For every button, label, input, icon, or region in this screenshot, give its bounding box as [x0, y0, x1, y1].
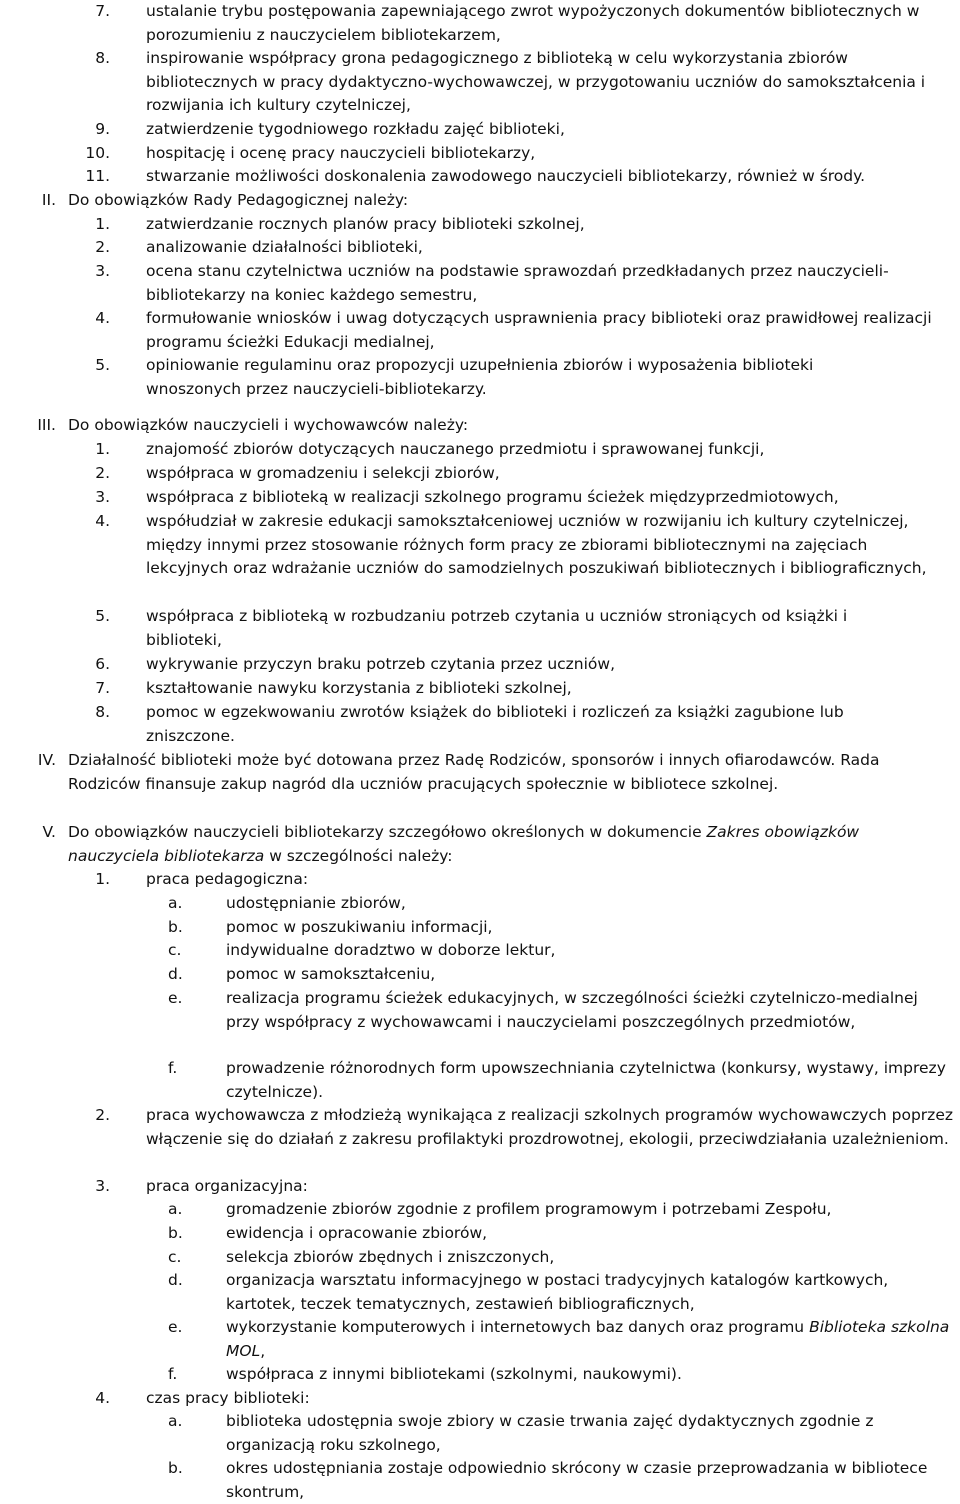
sub-item-letter: d. — [168, 1271, 183, 1289]
section-heading-text: Do obowiązków nauczycieli i wychowawców należy: — [68, 416, 469, 434]
sub-item-letter: f. — [168, 1059, 178, 1077]
sub-item-letter: b. — [168, 1459, 183, 1477]
sub-item-text: indywidualne doradztwo w doborze lektur, — [226, 941, 556, 959]
item-number: 2. — [95, 1106, 110, 1124]
item-number: 4. — [95, 1389, 110, 1407]
sub-item-letter: f. — [168, 1365, 178, 1383]
item-text: współpraca z biblioteką w realizacji szkolnego programu ścieżek międzyprzedmiotowych, — [146, 488, 839, 506]
item-number: 1. — [95, 215, 110, 233]
item-text: formułowanie wniosków i uwag dotyczących usprawnienia pracy biblioteki oraz prawidłowej realizacji programu ścieżki Edukacji medialnej, — [146, 309, 932, 351]
section-heading-text: Do obowiązków Rady Pedagogicznej należy: — [68, 191, 409, 209]
item-text: praca organizacyjna: — [146, 1177, 308, 1195]
item-number: 3. — [95, 488, 110, 506]
section-number: V. — [42, 823, 56, 841]
item-number: 8. — [95, 703, 110, 721]
sub-item-text-part: wykorzystanie komputerowych i internetowych baz danych oraz programu — [226, 1318, 805, 1336]
sub-item-letter: a. — [168, 1412, 183, 1430]
item-text: ustalanie trybu postępowania zapewniającego zwrot wypożyczonych dokumentów bibliotecznych w porozumieniu z nauczycielem bibliotekarzem, — [146, 2, 920, 44]
section-number: IV. — [37, 751, 56, 769]
section-number: III. — [37, 416, 56, 434]
section-number: II. — [41, 191, 56, 209]
sub-item-text: współpraca z innymi bibliotekami (szkolnymi, naukowymi). — [226, 1365, 682, 1383]
sub-item-text: realizacja programu ścieżek edukacyjnych, w szczególności ścieżki czytelniczo-medialnej przy współpracy z wychowawcami i nauczycielami poszczególnych przedmiotów, — [226, 989, 918, 1031]
item-text: praca wychowawcza z młodzieżą wynikająca z realizacji szkolnych programów wychowawczych poprzez włączenie się do działań z zakresu profilaktyki prozdrowotnej, ekologii, przeciwdziałania uzależnieniom. — [146, 1106, 953, 1148]
item-text: hospitację i ocenę pracy nauczycieli bibliotekarzy, — [146, 144, 536, 162]
item-text: czas pracy biblioteki: — [146, 1389, 310, 1407]
item-text: wykrywanie przyczyn braku potrzeb czytania przez uczniów, — [146, 655, 616, 673]
item-number: 11. — [85, 167, 110, 185]
section-heading-text — [68, 821, 954, 868]
item-text: stwarzanie możliwości doskonalenia zawodowego nauczycieli bibliotekarzy, również w środy. — [146, 167, 866, 185]
sub-item-text: pomoc w poszukiwaniu informacji, — [226, 918, 493, 936]
sub-item-text — [226, 1316, 954, 1363]
sub-item-letter: b. — [168, 918, 183, 936]
sub-item-letter: e. — [168, 1318, 183, 1336]
sub-item-letter: a. — [168, 894, 183, 912]
item-number: 5. — [95, 356, 110, 374]
item-text: współudział w zakresie edukacji samokształceniowej uczniów w rozwijaniu ich kultury czytelniczej, między innymi przez stosowanie różnych form pracy ze zbiorami bibliotecznymi na zajęciach lekcyjnych oraz wdrażanie uczniów do samodzielnych poszukiwań bibliotecznych i bibliograficznych, — [146, 512, 927, 577]
sub-item-text: selekcja zbiorów zbędnych i zniszczonych, — [226, 1248, 555, 1266]
sub-item-text-part: , — [260, 1341, 266, 1360]
item-number: 3. — [95, 262, 110, 280]
item-text: zatwierdzanie rocznych planów pracy biblioteki szkolnej, — [146, 215, 585, 233]
item-text: opiniowanie regulaminu oraz propozycji uzupełnienia zbiorów i wyposażenia biblioteki wnoszonych przez nauczycieli-bibliotekarzy. — [146, 356, 814, 398]
sub-item-text: biblioteka udostępnia swoje zbiory w czasie trwania zajęć dydaktycznych zgodnie z organizacją roku szkolnego, — [226, 1412, 874, 1454]
sub-item-text: organizacja warsztatu informacyjnego w postaci tradycyjnych katalogów kartkowych, kartotek, teczek tematycznych, zestawień bibliograficznych, — [226, 1271, 889, 1313]
item-text: kształtowanie nawyku korzystania z biblioteki szkolnej, — [146, 679, 572, 697]
sub-item-letter: d. — [168, 965, 183, 983]
program-name: Biblioteka szkolna MOL — [226, 1318, 950, 1360]
item-number: 6. — [95, 655, 110, 673]
sub-item-letter: e. — [168, 989, 183, 1007]
sub-item-text: gromadzenie zbiorów zgodnie z profilem programowym i potrzebami Zespołu, — [226, 1200, 832, 1218]
item-text: ocena stanu czytelnictwa uczniów na podstawie sprawozdań przedkładanych przez nauczycieli-bibliotekarzy na koniec każdego semestru, — [146, 262, 889, 304]
item-number: 7. — [95, 2, 110, 20]
item-number: 2. — [95, 464, 110, 482]
item-text: analizowanie działalności biblioteki, — [146, 238, 423, 256]
item-number: 7. — [95, 679, 110, 697]
item-text: współpraca w gromadzeniu i selekcji zbiorów, — [146, 464, 500, 482]
sub-item-letter: c. — [168, 1248, 182, 1266]
sub-item-text: okres udostępniania zostaje odpowiednio skrócony w czasie przeprowadzania w bibliotece skontrum, — [226, 1459, 928, 1501]
sub-item-letter: a. — [168, 1200, 183, 1218]
sub-item-text: prowadzenie różnorodnych form upowszechniania czytelnictwa (konkursy, wystawy, imprezy czytelnicze). — [226, 1059, 946, 1101]
item-number: 1. — [95, 870, 110, 888]
item-number: 2. — [95, 238, 110, 256]
sub-item-letter: b. — [168, 1224, 183, 1242]
item-text: współpraca z biblioteką w rozbudzaniu potrzeb czytania u uczniów stroniących od książki i biblioteki, — [146, 607, 848, 649]
item-number: 8. — [95, 49, 110, 67]
item-text: znajomość zbiorów dotyczących nauczanego przedmiotu i sprawowanej funkcji, — [146, 440, 765, 458]
document-title: Zakres obowiązków nauczyciela bibliotekarza — [68, 823, 860, 865]
item-number: 10. — [85, 144, 110, 162]
item-text: pomoc w egzekwowaniu zwrotów książek do biblioteki i rozliczeń za książki zagubione lub zniszczone. — [146, 703, 844, 745]
item-text: zatwierdzenie tygodniowego rozkładu zajęć biblioteki, — [146, 120, 565, 138]
heading-part: w szczególności należy: — [269, 846, 453, 865]
item-number: 4. — [95, 512, 110, 530]
item-text: praca pedagogiczna: — [146, 870, 309, 888]
item-text: inspirowanie współpracy grona pedagogicznego z biblioteką w celu wykorzystania zbiorów bibliotecznych w pracy dydaktyczno-wychowawczej, w przygotowaniu uczniów do samokształcenia i rozwijania ich kultury czytelniczej, — [146, 49, 926, 114]
section-paragraph-text: Działalność biblioteki może być dotowana przez Radę Rodziców, sponsorów i innych ofiarodawców. Rada Rodziców finansuje zakup nagród dla uczniów pracujących społecznie w bibliotece szkolnej. — [68, 751, 880, 793]
item-number: 5. — [95, 607, 110, 625]
sub-item-letter: c. — [168, 941, 182, 959]
item-number: 4. — [95, 309, 110, 327]
item-number: 1. — [95, 440, 110, 458]
sub-item-text: pomoc w samokształceniu, — [226, 965, 436, 983]
sub-item-text: udostępnianie zbiorów, — [226, 894, 406, 912]
item-number: 3. — [95, 1177, 110, 1195]
heading-part: Do obowiązków nauczycieli bibliotekarzy szczegółowo określonych w dokumencie — [68, 823, 702, 841]
item-number: 9. — [95, 120, 110, 138]
sub-item-text: ewidencja i opracowanie zbiorów, — [226, 1224, 488, 1242]
